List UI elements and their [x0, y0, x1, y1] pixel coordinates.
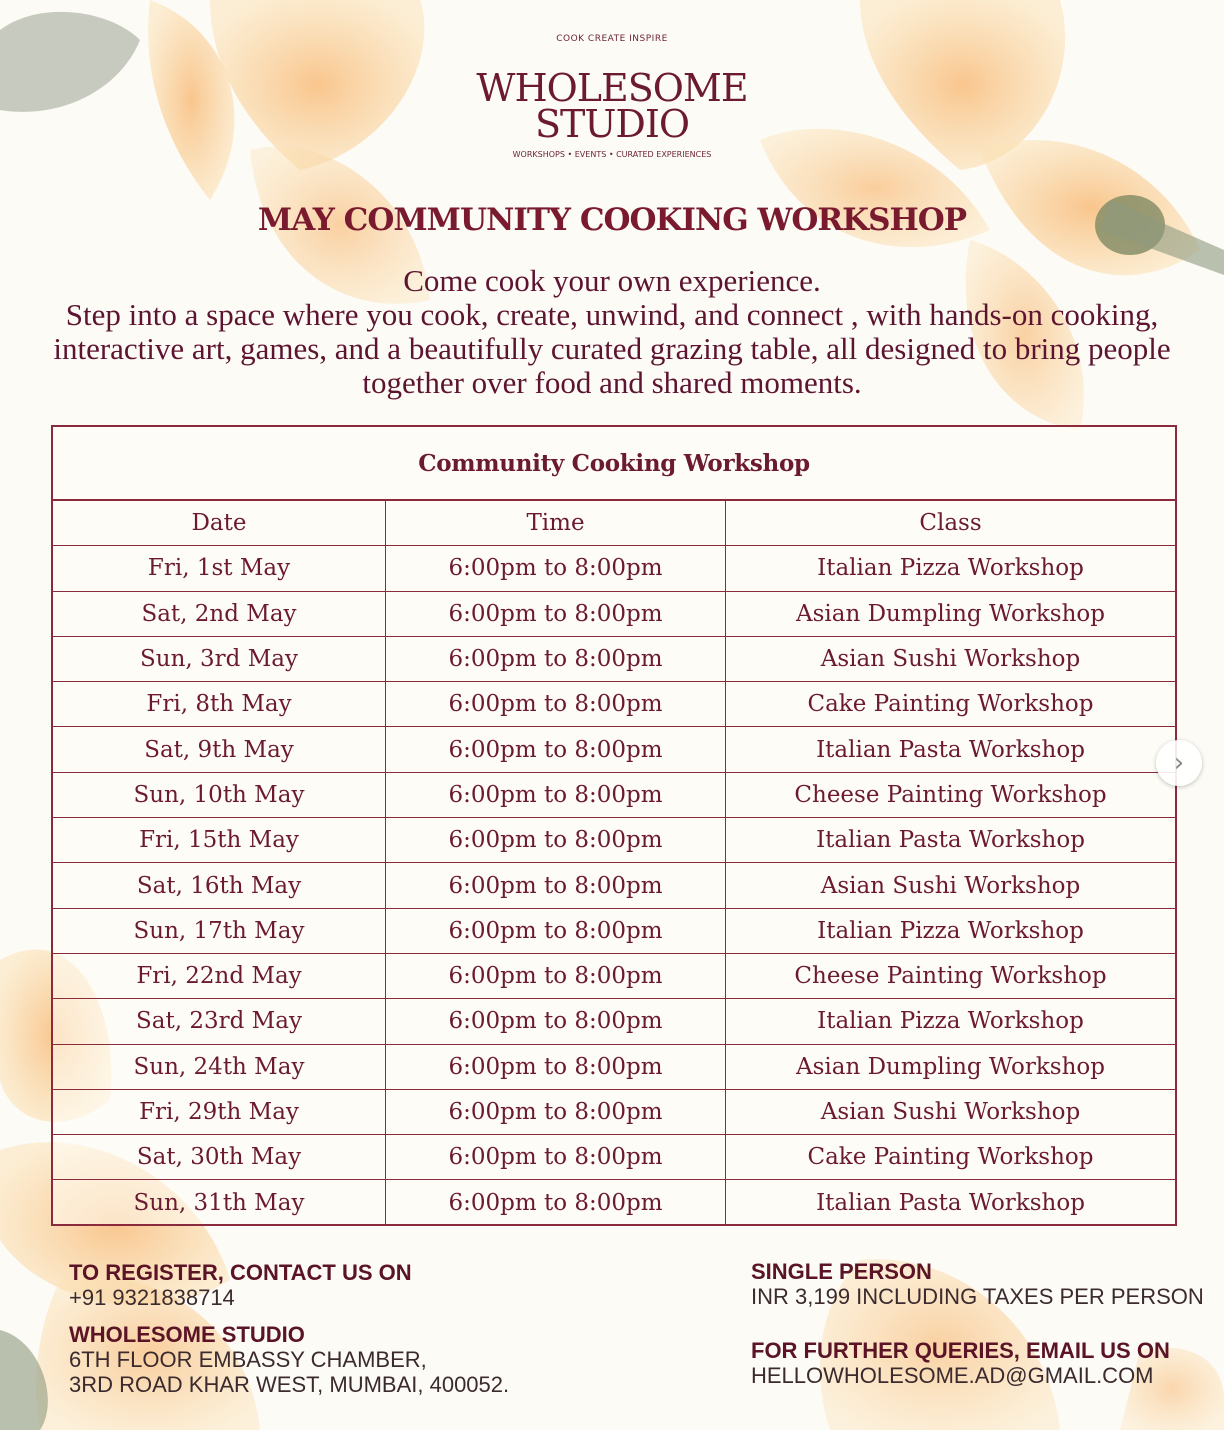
- studio-name: WHOLESOME STUDIO: [69, 1322, 305, 1347]
- table-row: [53, 1090, 1175, 1135]
- time-cell: 6:00pm to 8:00pm: [386, 818, 726, 862]
- class-cell: Asian Sushi Workshop: [820, 646, 1081, 673]
- date-cell: Sat, 16th May: [53, 863, 386, 907]
- chevron-right-icon: ›: [1173, 748, 1185, 778]
- table-row: [53, 1045, 1175, 1090]
- table-row: [53, 863, 1175, 908]
- address-line: 3RD ROAD KHAR WEST, MUMBAI, 400052.: [69, 1372, 510, 1397]
- date-cell: Sun, 3rd May: [53, 637, 386, 681]
- table-header-row: [53, 501, 1175, 546]
- column-header-class: Class: [919, 510, 982, 537]
- schedule-title: Community Cooking Workshop: [53, 427, 1175, 501]
- time-cell: 6:00pm to 8:00pm: [386, 592, 726, 636]
- date-cell: Sun, 17th May: [53, 909, 386, 953]
- table-row: [53, 546, 1175, 591]
- schedule-table: [51, 425, 1177, 1226]
- time-cell: 6:00pm to 8:00pm: [386, 546, 726, 590]
- table-row: [53, 682, 1175, 727]
- class-cell: Italian Pizza Workshop: [817, 1008, 1084, 1035]
- next-slide-button[interactable]: [1156, 740, 1202, 786]
- time-cell: 6:00pm to 8:00pm: [386, 773, 726, 817]
- column-header-time: Time: [386, 501, 726, 545]
- time-cell: 6:00pm to 8:00pm: [386, 637, 726, 681]
- table-row: [53, 773, 1175, 818]
- table-row: [53, 1180, 1175, 1225]
- class-cell: Asian Dumpling Workshop: [796, 1053, 1105, 1080]
- class-cell: Cake Painting Workshop: [807, 691, 1094, 718]
- date-cell: Sat, 9th May: [53, 727, 386, 771]
- time-cell: 6:00pm to 8:00pm: [386, 863, 726, 907]
- time-cell: 6:00pm to 8:00pm: [386, 1180, 726, 1225]
- date-cell: Sun, 24th May: [53, 1045, 386, 1089]
- date-cell: Fri, 22nd May: [53, 954, 386, 998]
- brand-name-line2: STUDIO: [534, 102, 690, 146]
- brand-subtitle: WORKSHOPS • EVENTS • CURATED EXPERIENCES: [512, 150, 712, 159]
- brand-tagline: COOK CREATE INSPIRE: [556, 34, 668, 44]
- time-cell: 6:00pm to 8:00pm: [386, 909, 726, 953]
- price-text: INR 3,199 INCLUDING TAXES PER PERSON: [751, 1284, 1204, 1309]
- pricing-section: [751, 1259, 1204, 1388]
- class-cell: Italian Pasta Workshop: [816, 736, 1085, 763]
- contact-section: [69, 1260, 509, 1397]
- class-cell: Asian Sushi Workshop: [820, 1099, 1081, 1125]
- table-row: [53, 909, 1175, 954]
- class-cell: Italian Pasta Workshop: [816, 1190, 1085, 1217]
- class-cell: Italian Pizza Workshop: [817, 917, 1084, 944]
- page-title: MAY COMMUNITY COOKING WORKSHOP: [257, 202, 967, 238]
- class-cell: Asian Sushi Workshop: [820, 872, 1081, 899]
- intro-line: Come cook your own experience.: [403, 263, 821, 298]
- time-cell: 6:00pm to 8:00pm: [386, 954, 726, 998]
- intro-line: Step into a space where you cook, create, unwind, and connect , with hands-on cooking,: [65, 297, 1159, 332]
- register-heading: TO REGISTER, CONTACT US ON: [69, 1260, 412, 1285]
- class-cell: Italian Pasta Workshop: [816, 827, 1085, 854]
- table-row: [53, 592, 1175, 637]
- table-row: [53, 999, 1175, 1044]
- class-cell: Cheese Painting Workshop: [794, 781, 1107, 808]
- time-cell: 6:00pm to 8:00pm: [386, 999, 726, 1043]
- class-cell: Cake Painting Workshop: [807, 1144, 1094, 1171]
- date-cell: Fri, 8th May: [53, 682, 386, 726]
- brand-logo: [0, 66, 1224, 146]
- date-cell: Sat, 2nd May: [53, 592, 386, 636]
- table-row: [53, 1135, 1175, 1180]
- time-cell: 6:00pm to 8:00pm: [386, 1135, 726, 1179]
- date-cell: Sat, 30th May: [53, 1135, 386, 1179]
- email-heading: FOR FURTHER QUERIES, EMAIL US ON: [751, 1338, 1170, 1363]
- intro-text: [20, 264, 1204, 400]
- time-cell: 6:00pm to 8:00pm: [386, 727, 726, 771]
- date-cell: Sun, 31th May: [53, 1180, 386, 1225]
- table-row: [53, 818, 1175, 863]
- intro-line: together over food and shared moments.: [362, 365, 862, 400]
- time-cell: 6:00pm to 8:00pm: [386, 682, 726, 726]
- table-row: [53, 727, 1175, 772]
- time-cell: 6:00pm to 8:00pm: [386, 1090, 726, 1134]
- date-cell: Fri, 1st May: [53, 546, 386, 590]
- column-header-date: Date: [53, 501, 386, 545]
- date-cell: Fri, 29th May: [53, 1090, 386, 1134]
- phone-number[interactable]: +91 9321838714: [69, 1285, 235, 1310]
- email-address[interactable]: HELLOWHOLESOME.AD@GMAIL.COM: [751, 1363, 1154, 1388]
- intro-line: interactive art, games, and a beautifully curated grazing table, all designed to bring people: [53, 331, 1171, 366]
- table-row: [53, 954, 1175, 999]
- date-cell: Sat, 23rd May: [53, 999, 386, 1043]
- address-line: 6TH FLOOR EMBASSY CHAMBER,: [69, 1347, 427, 1372]
- table-row: [53, 637, 1175, 682]
- date-cell: Sun, 10th May: [53, 773, 386, 817]
- class-cell: Asian Dumpling Workshop: [796, 600, 1105, 627]
- time-cell: 6:00pm to 8:00pm: [386, 1045, 726, 1089]
- date-cell: Fri, 15th May: [53, 818, 386, 862]
- class-cell: Italian Pizza Workshop: [817, 555, 1084, 582]
- class-cell: Cheese Painting Workshop: [794, 963, 1107, 990]
- brand-name-line1: WHOLESOME: [476, 66, 748, 110]
- pricing-heading: SINGLE PERSON: [751, 1259, 932, 1284]
